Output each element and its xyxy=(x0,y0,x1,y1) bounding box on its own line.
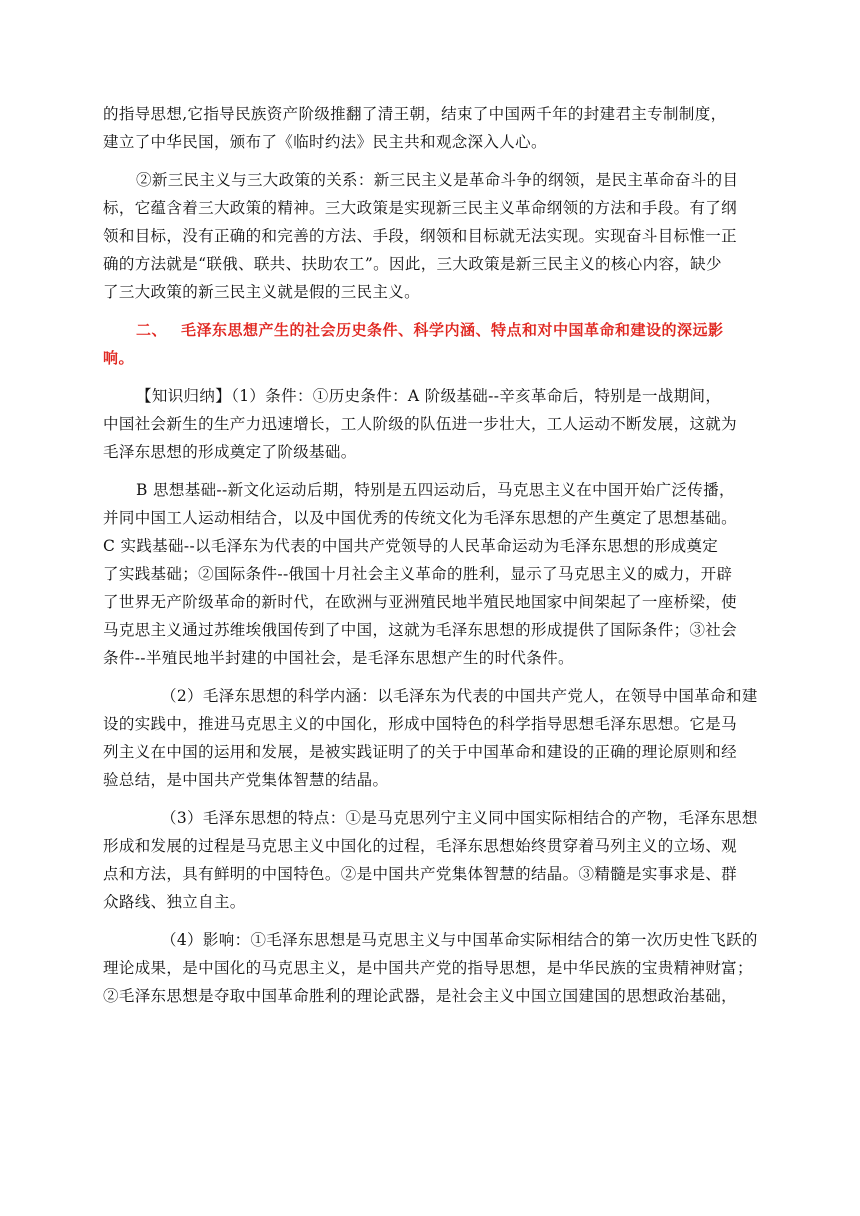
section-heading-text: 毛泽东思想产生的社会历史条件、科学内涵、特点和对中国革命和建设的深远影 xyxy=(181,321,724,339)
text-line: ②新三民主义与三大政策的关系：新三民主义是革命斗争的纲领，是民主革命奋斗的目 xyxy=(136,171,739,189)
text-line: 设的实践中，推进马克思主义的中国化，形成中国特色的科学指导思想毛泽东思想。它是马 xyxy=(103,715,738,733)
text-line: 理论成果，是中国化的马克思主义，是中国共产党的指导思想，是中华民族的宝贵精神财富； xyxy=(103,959,753,977)
text-line: B 思想基础--新文化运动后期，特别是五四运动后，马克思主义在中国开始广泛传播， xyxy=(136,481,735,499)
text-line: 确的方法就是“联俄、联共、扶助农工”。因此，三大政策是新三民主义的核心内容，缺少 xyxy=(103,255,722,273)
paragraph-conditions xyxy=(103,382,739,466)
paragraph-continued xyxy=(103,100,739,156)
paragraph-relation xyxy=(103,166,739,306)
text-line: 列主义在中国的运用和发展，是被实践证明了的关于中国革命和建设的正确的理论原则和经 xyxy=(103,743,738,761)
text-line: （2）毛泽东思想的科学内涵：以毛泽东为代表的中国共产党人，在领导中国革命和建 xyxy=(161,687,758,705)
text-line: 验总结，是中国共产党集体智慧的结晶。 xyxy=(103,771,389,789)
paragraph-connotation xyxy=(103,682,758,794)
section-heading-line xyxy=(103,316,739,344)
text-line: 毛泽东思想的形成奠定了阶级基础。 xyxy=(103,443,357,461)
text-line: 马克思主义通过苏维埃俄国传到了中国，这就为毛泽东思想的形成提供了国际条件；③社会 xyxy=(103,621,738,639)
paragraph-influence xyxy=(103,926,758,1010)
text-line: 了三大政策的新三民主义就是假的三民主义。 xyxy=(103,283,421,301)
text-line: 的指导思想,它指导民族资产阶级推翻了清王朝，结束了中国两千年的封建君主专制制度， xyxy=(103,105,727,123)
text-line: （4）影响：①毛泽东思想是马克思主义与中国革命实际相结合的第一次历史性飞跃的 xyxy=(161,931,758,949)
text-line: 【知识归纳】（1）条件：①历史条件：A 阶级基础--辛亥革命后，特别是一战期间， xyxy=(136,387,722,405)
paragraph-thought-basis xyxy=(103,476,739,672)
document-page xyxy=(103,100,758,1010)
paragraph-features xyxy=(103,804,758,916)
text-line: ②毛泽东思想是夺取中国革命胜利的理论武器，是社会主义中国立国建国的思想政治基础， xyxy=(103,987,738,1005)
section-heading-line: 响。 xyxy=(103,349,135,367)
text-line: 条件--半殖民地半封建的中国社会，是毛泽东思想产生的时代条件。 xyxy=(103,649,574,667)
text-line: 了实践基础；②国际条件--俄国十月社会主义革命的胜利，显示了马克思主义的威力，开辟 xyxy=(103,565,733,583)
text-line: （3）毛泽东思想的特点：①是马克思列宁主义同中国实际相结合的产物，毛泽东思想 xyxy=(161,809,758,827)
text-line: 领和目标，没有正确的和完善的方法、手段，纲领和目标就无法实现。实现奋斗目标惟一正 xyxy=(103,227,738,245)
text-line: 标，它蕴含着三大政策的精神。三大政策是实现新三民主义革命纲领的方法和手段。有了纲 xyxy=(103,199,738,217)
text-line: 中国社会新生的生产力迅速增长，工人阶级的队伍进一步壮大，工人运动不断发展，这就为 xyxy=(103,415,738,433)
text-line: C 实践基础--以毛泽东为代表的中国共产党领导的人民革命运动为毛泽东思想的形成奠定 xyxy=(103,537,719,555)
text-line: 并同中国工人运动相结合，以及中国优秀的传统文化为毛泽东思想的产生奠定了思想基础。 xyxy=(103,509,738,527)
section-heading-number: 二、 xyxy=(136,321,168,339)
text-line: 点和方法，具有鲜明的中国特色。②是中国共产党集体智慧的结晶。③精髓是实事求是、群 xyxy=(103,865,738,883)
section-heading xyxy=(103,316,739,372)
text-line: 形成和发展的过程是马克思主义中国化的过程，毛泽东思想始终贯穿着马列主义的立场、观 xyxy=(103,837,738,855)
text-line: 了世界无产阶级革命的新时代，在欧洲与亚洲殖民地半殖民地国家中间架起了一座桥梁，使 xyxy=(103,593,738,611)
text-line: 建立了中华民国，颁布了《临时约法》民主共和观念深入人心。 xyxy=(103,133,547,151)
text-line: 众路线、独立自主。 xyxy=(103,893,246,911)
